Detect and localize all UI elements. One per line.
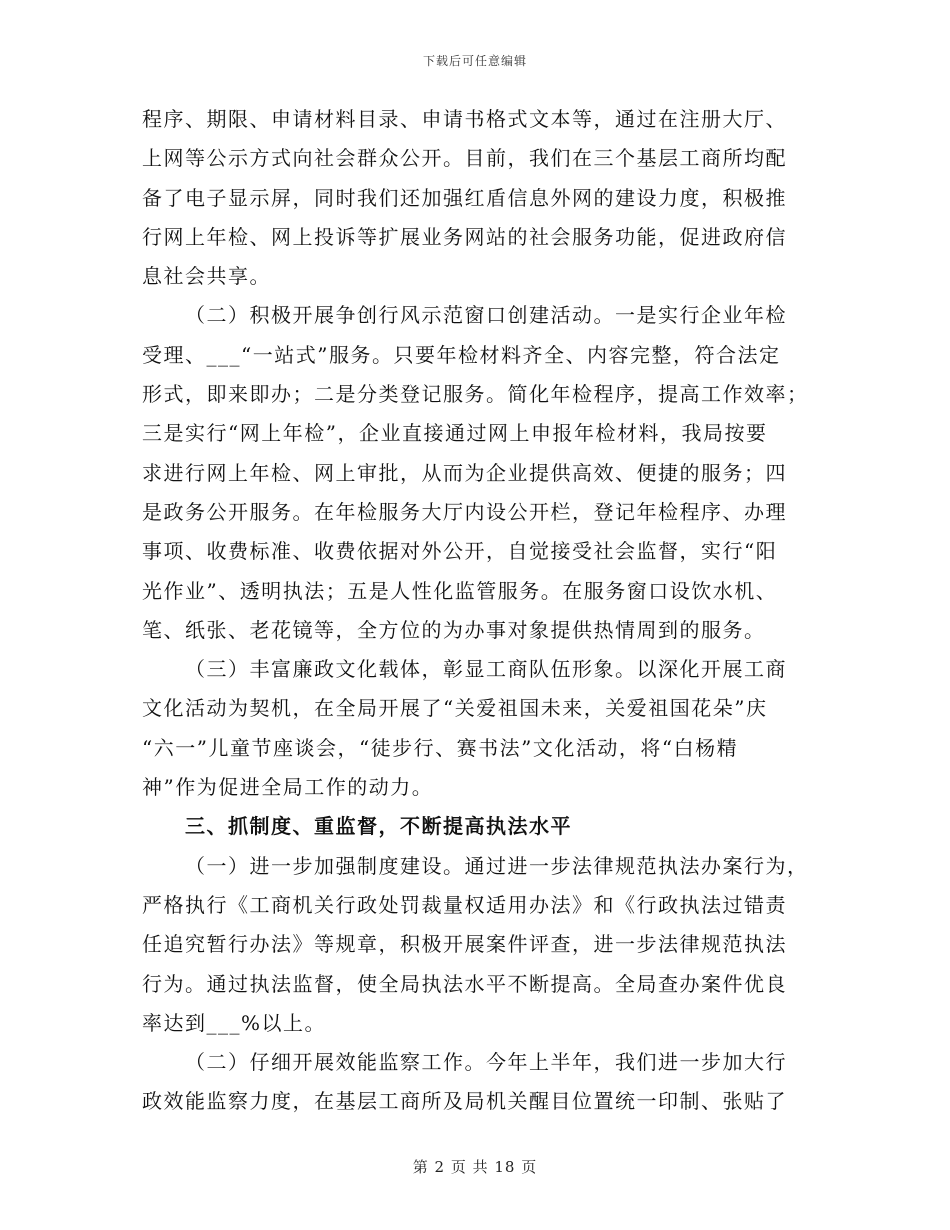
- text-line: 光作业”、透明执法；五是人性化监管服务。在服务窗口设饮水机、: [142, 578, 778, 603]
- text-line: 形式，即来即办；二是分类登记服务。简化年检程序，提高工作效率；: [142, 382, 809, 407]
- text-line: 行为。通过执法监督，使全局执法水平不断提高。全局查办案件优良: [142, 971, 787, 996]
- text-line: 息社会共享。: [142, 264, 271, 289]
- text-line: 事项、收费标准、收费依据对外公开，自觉接受社会监督，实行“阳: [142, 539, 778, 564]
- text-line: 率达到___%以上。: [142, 1010, 327, 1035]
- text-line: 严格执行《工商机关行政处罚裁量权适用办法》和《行政执法过错责: [142, 892, 787, 917]
- text-line: （一）进一步加强制度建设。通过进一步法律规范执法办案行为，: [185, 853, 809, 878]
- text-line: 政效能监察力度，在基层工商所及局机关醒目位置统一印制、张贴了: [142, 1089, 787, 1114]
- paragraph: [142, 100, 812, 296]
- section-heading: [142, 807, 812, 846]
- text-line: （二）积极开展争创行风示范窗口创建活动。一是实行企业年检: [185, 303, 787, 328]
- paragraph: [142, 296, 812, 650]
- paragraph: [142, 1043, 812, 1122]
- page-footer: 第 2 页 共 18 页: [412, 1158, 538, 1176]
- text-line: 行网上年检、网上投诉等扩展业务网站的社会服务功能，促进政府信: [142, 224, 787, 249]
- text-line: 三、抓制度、重监督，不断提高执法水平: [185, 814, 572, 839]
- paragraph: [142, 847, 812, 1043]
- text-line: 求进行网上年检、网上审批，从而为企业提供高效、便捷的服务；四: [142, 460, 787, 485]
- paragraph: [142, 650, 812, 807]
- text-line: 备了电子显示屏，同时我们还加强红盾信息外网的建设力度，积极推: [142, 185, 787, 210]
- text-line: （二）仔细开展效能监察工作。今年上半年，我们进一步加大行: [185, 1050, 787, 1075]
- text-line: 文化活动为契机，在全局开展了“关爱祖国未来，关爱祖国花朵”庆: [142, 696, 768, 721]
- page-header: 下载后可任意编辑: [422, 54, 527, 68]
- text-line: 笔、纸张、老花镜等，全方位的为办事对象提供热情周到的服务。: [142, 617, 766, 642]
- text-line: 神”作为促进全局工作的动力。: [142, 775, 434, 800]
- text-line: 是政务公开服务。在年检服务大厅内设公开栏，登记年检程序、办理: [142, 499, 787, 524]
- document-body: [142, 100, 812, 1122]
- text-line: 受理、___“一站式”服务。只要年检材料齐全、内容完整，符合法定: [142, 342, 781, 367]
- text-line: 程序、期限、申请材料目录、申请书格式文本等，通过在注册大厅、: [142, 107, 787, 131]
- text-line: （三）丰富廉政文化载体，彰显工商队伍形象。以深化开展工商: [185, 657, 787, 682]
- text-line: 任追究暂行办法》等规章，积极开展案件评查，进一步法律规范执法: [142, 932, 787, 957]
- text-line: 三是实行“网上年检”，企业直接通过网上申报年检材料，我局按要: [142, 421, 768, 446]
- text-line: “六一”儿童节座谈会，“徒步行、赛书法”文化活动，将“白杨精: [142, 735, 739, 760]
- text-line: 上网等公示方式向社会群众公开。目前，我们在三个基层工商所均配: [142, 146, 787, 171]
